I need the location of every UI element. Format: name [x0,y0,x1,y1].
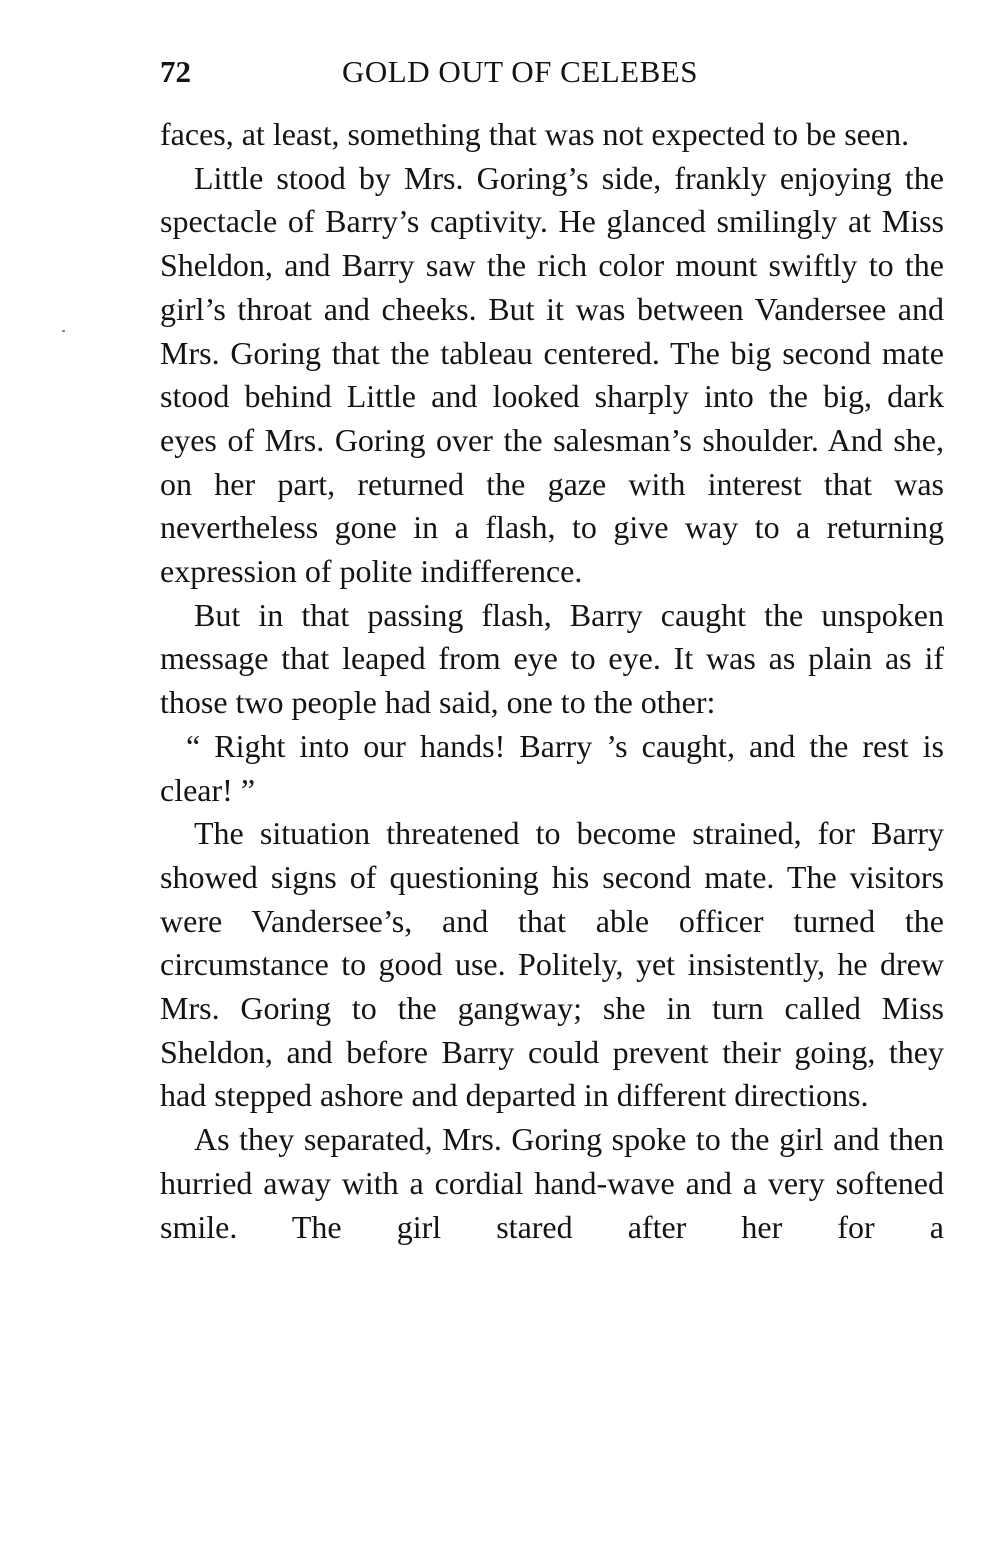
paragraph-separated: As they separated, Mrs. Goring spoke to the girl and then hurried away with a cordial hand-wave and a very softened smile. The girl stared after her for a [160,1121,944,1245]
body-text [160,113,944,1249]
paragraph-situation: The situation threatened to become strained, for Barry showed signs of questioning his second mate. The visitors were Vandersee’s, and that able officer turned the circumstance to good use. Politely, yet insistently, he drew Mrs. Goring to the gangway; she in turn called Miss Sheldon, and before Barry could prevent their going, they had stepped ashore and departed in different directions. [160,815,944,1114]
scan-speck [62,330,65,332]
paragraph-quote: “ Right into our hands! Barry ’s caught, and the rest is clear! ” [160,727,944,808]
book-title: GOLD OUT OF CELEBES [342,54,698,89]
paragraph-continuation: faces, at least, something that was not expected to be seen. [160,116,910,152]
running-head [160,52,944,92]
paragraph-passing-flash: But in that passing flash, Barry caught the unspoken message that leaped from eye to eye. It was as plain as if those two people had said, one to the other: [160,596,944,721]
page-number: 72 [160,54,191,89]
paragraph-little-stood: Little stood by Mrs. Goring’s side, frankly enjoying the spectacle of Barry’s captivity. He glanced smilingly at Miss Sheldon, and Barry saw the rich color mount swiftly to the girl’s throat and cheeks. But it was between Vandersee and Mrs. Goring that the tableau centered. The big second mate stood behind Little and looked sharply into the big, dark eyes of Mrs. Goring over the salesman’s shoulder. And she, on her part, returned the gaze with interest that was nevertheless gone in a flash, to give way to a returning expression of polite indifference. [160,159,944,590]
